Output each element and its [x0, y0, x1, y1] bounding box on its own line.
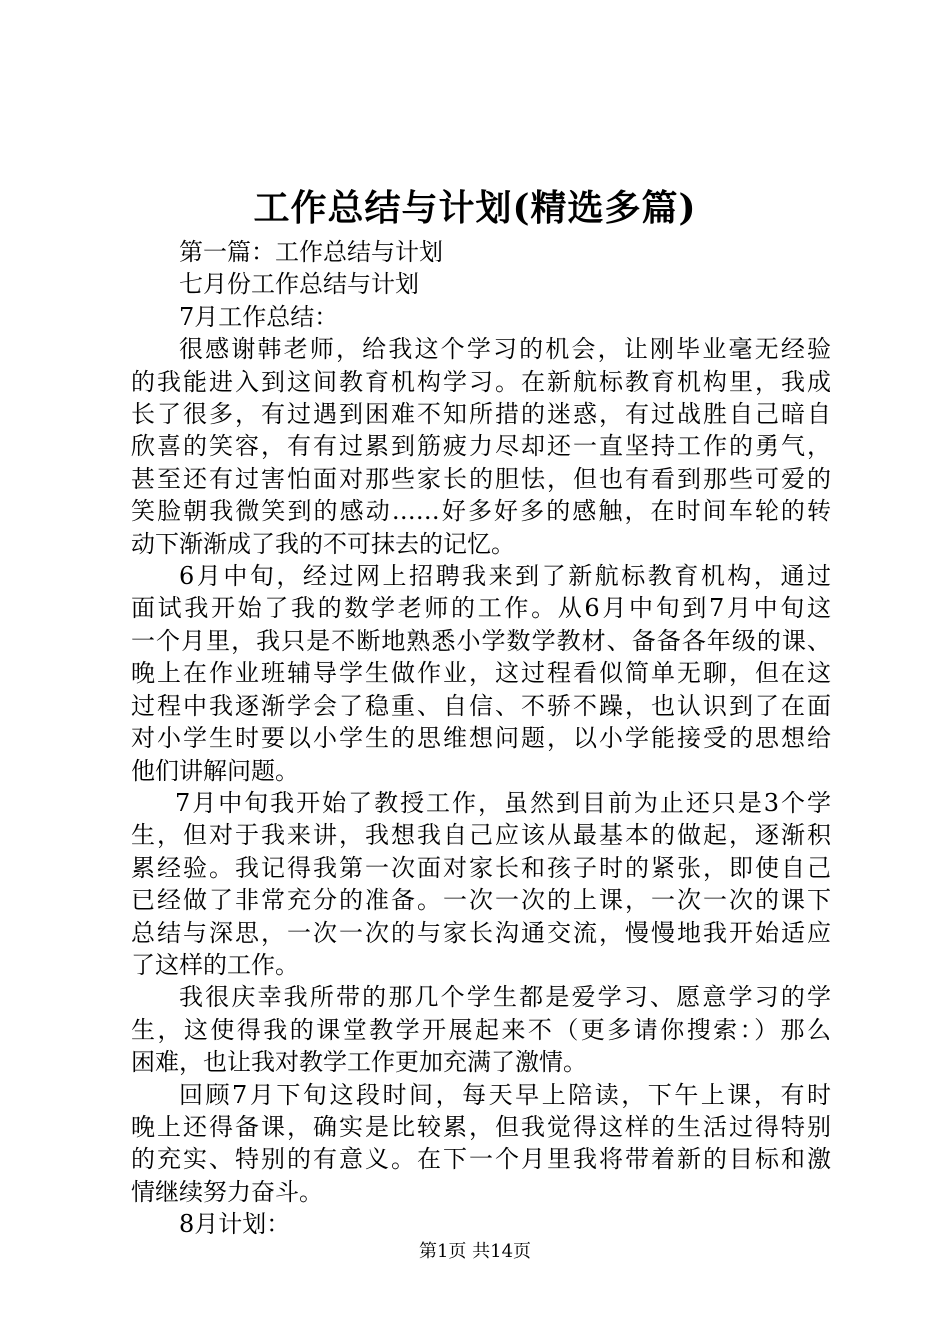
text-line: 生，但对于我来讲，我想我自己应该从最基本的做起，逐渐积 [131, 821, 831, 850]
text-line: 困难，也让我对教学工作更加充满了激情。 [131, 1048, 587, 1077]
text-line: 我很庆幸我所带的那几个学生都是爱学习、愿意学习的学 [179, 983, 831, 1012]
text-line: 晚上在作业班辅导学生做作业，这过程看似简单无聊，但在这 [131, 659, 831, 688]
text-line: 7月工作总结： [179, 302, 339, 331]
text-line: 他们讲解问题。 [131, 756, 299, 785]
text-line: 情继续努力奋斗。 [131, 1177, 323, 1206]
text-line: 累经验。我记得我第一次面对家长和孩子时的紧张，即使自己 [131, 853, 831, 882]
text-line: 8月计划： [179, 1210, 291, 1239]
document-body [131, 236, 831, 1241]
text-line: 七月份工作总结与计划 [179, 270, 419, 299]
text-line: 7月中旬我开始了教授工作，虽然到目前为止还只是3个学 [175, 788, 831, 817]
text-line: 对小学生时要以小学生的思维想问题，以小学能接受的思想给 [131, 724, 831, 753]
text-line: 第一篇：工作总结与计划 [179, 238, 443, 266]
text-line: 晚上还得备课，确实是比较累，但我觉得这样的生活过得特别 [131, 1112, 831, 1141]
page-footer: 第1页 共14页 [418, 1241, 532, 1262]
text-line: 的我能进入到这间教育机构学习。在新航标教育机构里，我成 [131, 367, 831, 396]
text-line: 了这样的工作。 [131, 950, 299, 979]
text-line: 很感谢韩老师，给我这个学习的机会，让刚毕业毫无经验 [179, 335, 831, 364]
text-line: 甚至还有过害怕面对那些家长的胆怯，但也有看到那些可爱的 [131, 464, 831, 493]
text-line: 过程中我逐渐学会了稳重、自信、不骄不躁，也认识到了在面 [131, 691, 831, 720]
text-line: 生，这使得我的课堂教学开展起来不（更多请你搜索：）那么 [131, 1015, 831, 1044]
document-title: 工作总结与计划(精选多篇) [253, 187, 697, 229]
text-line: 6月中旬，经过网上招聘我来到了新航标教育机构，通过 [179, 562, 831, 591]
text-line: 总结与深思，一次一次的与家长沟通交流，慢慢地我开始适应 [131, 918, 831, 947]
text-line: 一个月里，我只是不断地熟悉小学数学教材、备备各年级的课、 [131, 626, 831, 655]
text-line: 回顾7月下旬这段时间，每天早上陪读，下午上课，有时 [179, 1080, 831, 1109]
text-line: 已经做了非常充分的准备。一次一次的上课，一次一次的课下 [131, 886, 831, 915]
text-line: 动下渐渐成了我的不可抹去的记忆。 [131, 529, 515, 558]
text-line: 欣喜的笑容，有有过累到筋疲力尽却还一直坚持工作的勇气， [131, 432, 831, 461]
text-line: 长了很多，有过遇到困难不知所措的迷惑，有过战胜自己暗自 [131, 400, 831, 429]
text-line: 面试我开始了我的数学老师的工作。从6月中旬到7月中旬这 [131, 594, 831, 623]
text-line: 笑脸朝我微笑到的感动……好多好多的感触，在时间车轮的转 [131, 497, 831, 526]
text-line: 的充实、特别的有意义。在下一个月里我将带着新的目标和激 [131, 1145, 831, 1174]
